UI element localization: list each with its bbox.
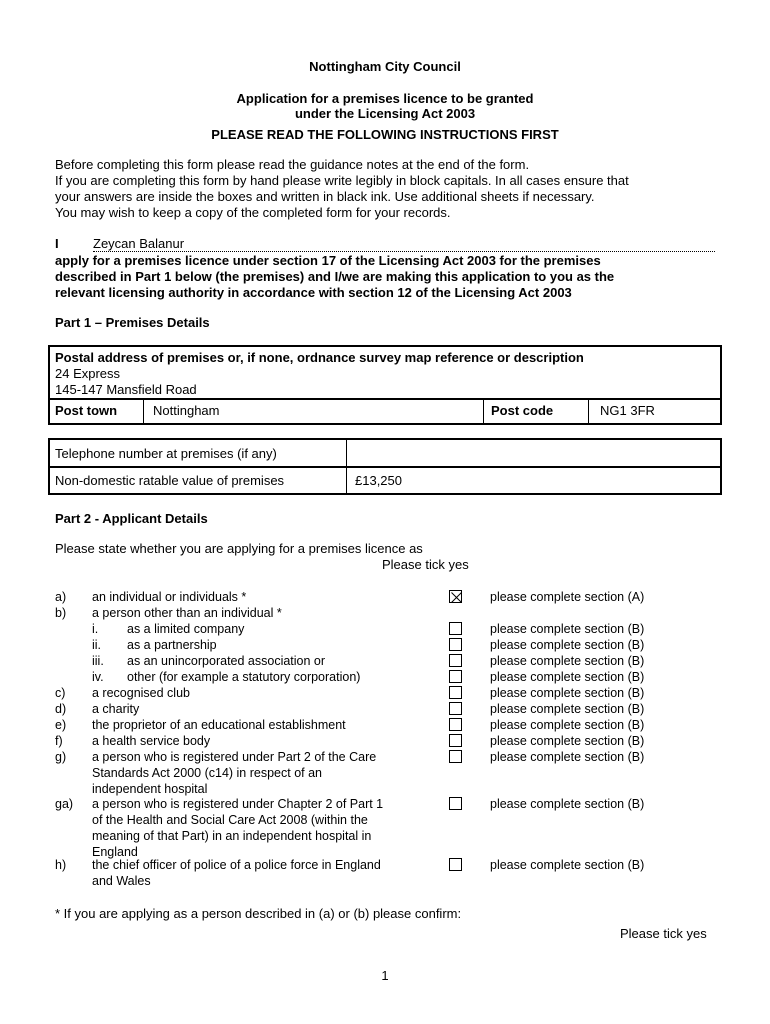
tick-checkbox[interactable] (449, 686, 462, 699)
option-label: as an unincorporated association or (127, 654, 326, 668)
instruction-line-1: Before completing this form please read the guidance notes at the end of the form. (55, 157, 530, 172)
option-label: England (92, 845, 138, 859)
option-action: please complete section (B) (490, 686, 645, 700)
option-action: please complete section (B) (490, 702, 645, 716)
form-title-line1: Application for a premises licence to be granted (236, 91, 534, 106)
option-action: please complete section (B) (490, 638, 645, 652)
address-line2-field[interactable]: 145-147 Mansfield Road (55, 382, 197, 397)
ratable-label: Non-domestic ratable value of premises (55, 473, 285, 488)
council-name: Nottingham City Council (309, 59, 461, 74)
option-key: ii. (92, 638, 102, 652)
tick-checkbox[interactable] (449, 622, 462, 635)
option-label: other (for example a statutory corporation) (127, 670, 361, 684)
post-town-label: Post town (55, 403, 118, 418)
option-key: c) (55, 686, 66, 700)
option-label: a person other than an individual * (92, 606, 282, 620)
option-label: a health service body (92, 734, 211, 748)
part2-heading: Part 2 - Applicant Details (55, 511, 208, 526)
option-key: f) (55, 734, 63, 748)
option-label: independent hospital (92, 782, 208, 796)
tick-checkbox[interactable] (449, 702, 462, 715)
address-label: Postal address of premises or, if none, ordnance survey map reference or description (55, 350, 584, 365)
option-label: a charity (92, 702, 140, 716)
telephone-label: Telephone number at premises (if any) (55, 446, 277, 461)
part2-intro: Please state whether you are applying for a premises licence as (55, 541, 423, 556)
option-key: iv. (92, 670, 104, 684)
part1-heading: Part 1 – Premises Details (55, 315, 210, 330)
instruction-line-3: your answers are inside the boxes and written in black ink. Use additional sheets if necessary. (55, 189, 595, 204)
option-key: iii. (92, 654, 104, 668)
option-label: Standards Act 2000 (c14) in respect of an (92, 766, 322, 780)
tick-checkbox[interactable] (449, 797, 462, 810)
ratable-value-field[interactable]: £13,250 (355, 473, 402, 488)
tick-checkbox[interactable] (449, 718, 462, 731)
post-town-field[interactable]: Nottingham (153, 403, 220, 418)
instructions-heading: PLEASE READ THE FOLLOWING INSTRUCTIONS FIRST (211, 127, 559, 142)
option-action: please complete section (B) (490, 858, 645, 872)
option-label: and Wales (92, 874, 151, 888)
tick-checkbox[interactable] (449, 590, 462, 603)
applicant-name-underline (93, 251, 715, 252)
option-label: a recognised club (92, 686, 190, 700)
option-label: the proprietor of an educational establishment (92, 718, 346, 732)
option-key: a) (55, 590, 67, 604)
option-action: please complete section (B) (490, 734, 645, 748)
option-label: a person who is registered under Chapter 2 of Part 1 (92, 797, 384, 811)
applicant-i-label: I (55, 236, 59, 251)
instruction-line-2: If you are completing this form by hand please write legibly in block capitals. In all cases ensure that (55, 173, 629, 188)
option-key: h) (55, 858, 67, 872)
option-action: please complete section (B) (490, 718, 645, 732)
option-key: i. (92, 622, 99, 636)
tick-footer: Please tick yes (620, 926, 707, 941)
tick-checkbox[interactable] (449, 670, 462, 683)
declaration-line-1: apply for a premises licence under section 17 of the Licensing Act 2003 for the premises (55, 253, 601, 268)
option-action: please complete section (A) (490, 590, 645, 604)
option-key: g) (55, 750, 67, 764)
option-label: the chief officer of police of a police force in England (92, 858, 381, 872)
option-action: please complete section (B) (490, 797, 645, 811)
form-title-line2: under the Licensing Act 2003 (294, 106, 476, 121)
option-label: of the Health and Social Care Act 2008 (within the (92, 813, 368, 827)
confirm-note: * If you are applying as a person described in (a) or (b) please confirm: (55, 906, 462, 921)
tick-checkbox[interactable] (449, 734, 462, 747)
address-divider (48, 398, 722, 400)
tick-checkbox[interactable] (449, 750, 462, 763)
post-code-label: Post code (491, 403, 554, 418)
option-label: meaning of that Part) in an independent hospital in (92, 829, 372, 843)
tick-checkbox[interactable] (449, 654, 462, 667)
applicant-name-field[interactable]: Zeycan Balanur (93, 236, 185, 251)
page-number: 1 (381, 968, 389, 983)
declaration-line-2: described in Part 1 below (the premises) and I/we are making this application to you as the (55, 269, 615, 284)
option-label: an individual or individuals * (92, 590, 247, 604)
tick-checkbox[interactable] (449, 858, 462, 871)
option-action: please complete section (B) (490, 622, 645, 636)
address-line1-field[interactable]: 24 Express (55, 366, 121, 381)
declaration-line-3: relevant licensing authority in accordance with section 12 of the Licensing Act 2003 (55, 285, 572, 300)
post-code-field[interactable]: NG1 3FR (600, 403, 655, 418)
option-action: please complete section (B) (490, 750, 645, 764)
option-key: e) (55, 718, 67, 732)
option-key: ga) (55, 797, 74, 811)
option-key: b) (55, 606, 67, 620)
tick-checkbox[interactable] (449, 638, 462, 651)
option-action: please complete section (B) (490, 670, 645, 684)
tick-header: Please tick yes (382, 557, 469, 572)
instruction-line-4: You may wish to keep a copy of the completed form for your records. (55, 205, 451, 220)
option-action: please complete section (B) (490, 654, 645, 668)
option-label: as a partnership (127, 638, 217, 652)
option-key: d) (55, 702, 67, 716)
option-label: as a limited company (127, 622, 245, 636)
option-label: a person who is registered under Part 2 of the Care (92, 750, 377, 764)
